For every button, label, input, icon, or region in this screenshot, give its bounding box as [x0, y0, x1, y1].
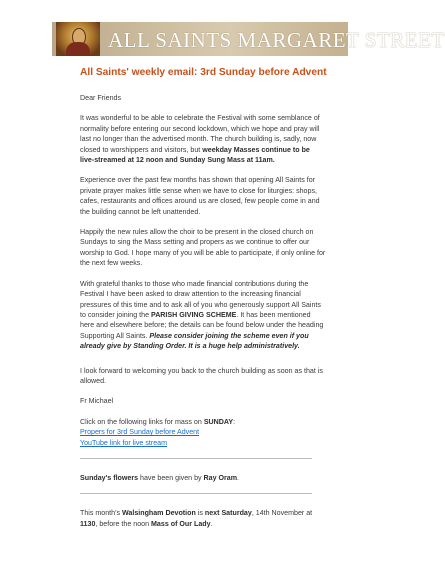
- flowers-text: have been given by: [138, 473, 204, 482]
- flowers-bold-1: Sunday's flowers: [80, 473, 139, 482]
- email-title: All Saints' weekly email: 3rd Sunday before Advent: [80, 67, 327, 78]
- divider-1: [80, 458, 312, 459]
- paragraph-lockdown-bold: weekday Masses continue to be live-streamed at 12 noon and Sunday Sung Mass at 11am.: [80, 145, 310, 165]
- giving-text-1: With grateful thanks to those who made financial contributions during the Festival I have been asked to draw attention to the increasing financial pressures of this time and to ask all of you who generously support All Saints to consider joining the: [80, 279, 321, 319]
- links-intro: [80, 417, 326, 427]
- paragraph-lockdown-text: It was wonderful to be able to celebrate the Festival with some semblance of normality before entering our second lockdown, which we hope and pray will last no longer than the advertised month. The church building is, sadly, now closed to worshippers and visitors, but: [80, 114, 320, 154]
- banner-title: ALL SAINTS MARGARET STREET: [108, 28, 445, 52]
- paragraph-giving: [80, 279, 326, 352]
- walsingham-bold-2: next Saturday: [204, 509, 252, 518]
- flowers-donor: Ray Oram: [203, 473, 238, 482]
- walsingham-bold-3: 1130: [80, 519, 96, 528]
- walsingham-text-3: , 14th November at: [251, 509, 313, 518]
- walsingham-text-2: is: [195, 509, 205, 518]
- walsingham-bold-4: Mass of Our Lady: [151, 519, 211, 528]
- signoff: Fr Michael: [80, 397, 114, 406]
- giving-text-2: . It has been mentioned here and elsewhere before; the details can be found below under the heading Supporting All Saints.: [80, 310, 324, 340]
- giving-appeal-italic: Please consider joining the scheme even if you already give by Standing Order. It is a huge help administratively.: [80, 331, 309, 351]
- paragraph-welcome-back: I look forward to welcoming you back to the church building as soon as that is allowed.: [80, 366, 323, 385]
- saint-robe: [66, 42, 90, 56]
- link-propers-row: [80, 427, 326, 437]
- walsingham-notice: [80, 508, 326, 529]
- header-banner: [52, 22, 445, 56]
- youtube-link[interactable]: YouTube link for live stream: [80, 438, 168, 447]
- divider-2: [80, 493, 312, 494]
- propers-link[interactable]: Propers for 3rd Sunday before Advent: [80, 428, 200, 437]
- email-body: [80, 66, 326, 539]
- links-intro-sunday: SUNDAY: [203, 417, 234, 426]
- paragraph-lockdown: [80, 113, 326, 165]
- mass-links: [80, 417, 326, 448]
- greeting: Dear Friends: [80, 94, 122, 102]
- paragraph-choir: Happily the new rules allow the choir to be present in the closed church on Sundays to sing the Mass setting and propers as we continue to offer our worship to God. I hope many of you will be able to participate, if only online for the next few weeks.: [80, 228, 326, 268]
- giving-scheme-bold: PARISH GIVING SCHEME: [150, 310, 237, 319]
- paragraph-private-prayer: Experience over the past few months has shown that opening All Saints for private prayer makes little sense when we have to close for liturgies: shops, cafes, restaurants and offices around us are closed, few people come in and the building cannot be left unattended.: [80, 176, 320, 216]
- walsingham-text-1: This month's: [80, 509, 122, 518]
- walsingham-text-4: , before the noon: [95, 519, 152, 528]
- links-intro-text: Click on the following links for mass on: [80, 417, 204, 426]
- flowers-end: .: [237, 473, 240, 482]
- link-youtube-row: [80, 438, 326, 448]
- links-intro-end: :: [233, 417, 236, 426]
- walsingham-end: .: [210, 519, 213, 528]
- walsingham-bold-1: Walsingham Devotion: [121, 509, 196, 518]
- flowers-notice: [80, 473, 326, 483]
- saint-icon: [56, 22, 100, 56]
